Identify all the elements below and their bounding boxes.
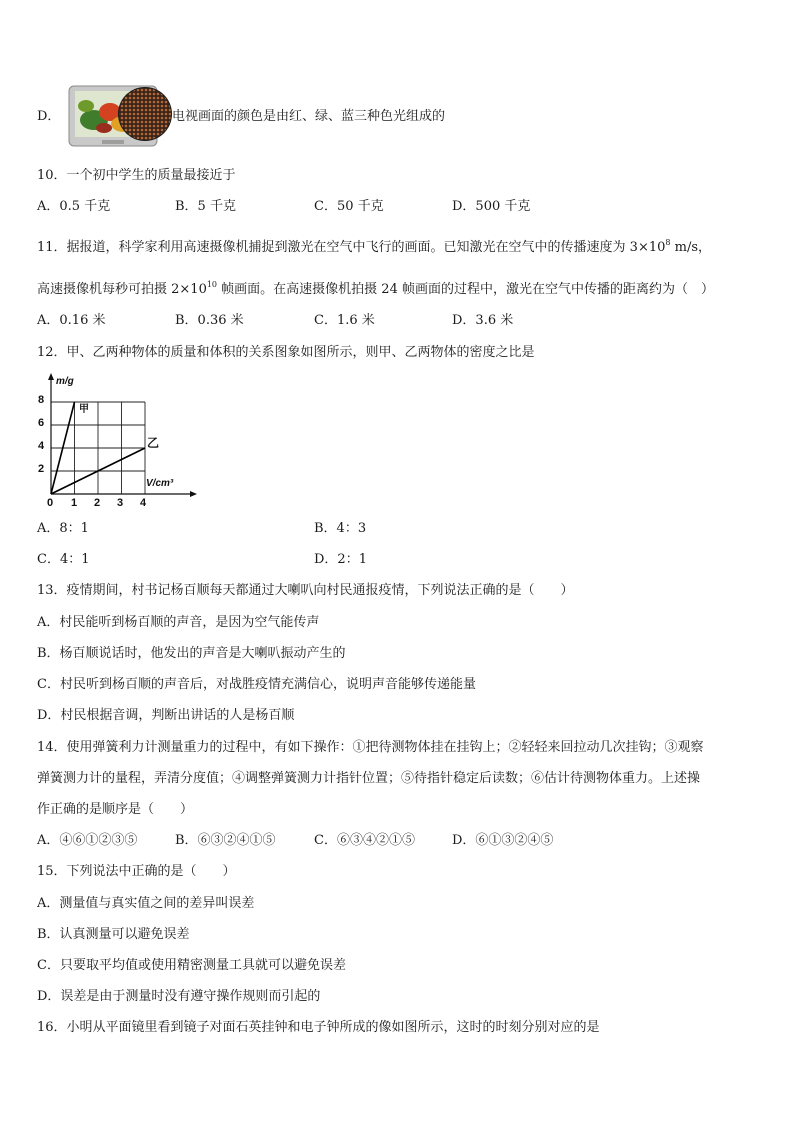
tv-screen-image	[68, 84, 172, 148]
q14-stem-line2: 弹簧测力计的量程，弄清分度值；④调整弹簧测力计指针位置；⑤待指针稳定后读数；⑥估计待测物体重力。上述操	[37, 771, 701, 786]
q15-option-d: D．误差是由于测量时没有遵守操作规则而引起的	[37, 989, 321, 1004]
q11-stem-line2-a: 高速摄像机每秒可拍摄 2×10	[37, 282, 207, 297]
y-axis-arrow	[48, 373, 54, 380]
x-tick-0: 0	[47, 497, 54, 508]
x-tick-4: 4	[140, 497, 147, 508]
series-label-jia: 甲	[79, 404, 89, 415]
q12-option-b: B．4：3	[314, 521, 367, 536]
q10-option-c: C．50 千克	[314, 199, 384, 214]
q14-option-d: D．⑥①③②④⑤	[452, 833, 554, 848]
q15-option-c: C．只要取平均值或使用精密测量工具就可以避免误差	[37, 958, 346, 973]
q15-option-a: A．测量值与真实值之间的差异叫误差	[37, 896, 255, 911]
q14-stem-line1: 14．使用弹簧利力计测量重力的过程中，有如下操作：①把待测物体挂在挂钩上；②轻轻来回拉动几次挂钩；③观察	[37, 740, 704, 755]
x-tick-2: 2	[94, 497, 101, 508]
q11-option-b: B．0.36 米	[175, 313, 244, 328]
q11-stem-line1	[37, 234, 711, 257]
q13-option-a: A．村民能听到杨百顺的声音，是因为空气能传声	[37, 615, 320, 630]
q15-stem: 15．下列说法中正确的是（ ）	[37, 864, 236, 879]
q12-option-c: C．4：1	[37, 552, 90, 567]
q16-stem: 16．小明从平面镜里看到镜子对面石英挂钟和电子钟所成的像如图所示，这时的时刻分别对应的是	[37, 1020, 600, 1035]
q14-option-b: B．⑥③②④①⑤	[175, 833, 276, 848]
q13-option-c: C．村民听到杨百顺的声音后，对战胜疫情充满信心，说明声音能够传递能量	[37, 677, 476, 692]
q15-option-b: B．认真测量可以避免误差	[37, 927, 190, 942]
y-tick-2: 2	[38, 463, 45, 475]
q11-stem-line1-a: 11．据报道，科学家利用高速摄像机捕捉到激光在空气中飞行的画面。已知激光在空气中的传播速度为 3×10	[37, 240, 666, 255]
q10-option-a: A．0.5 千克	[37, 199, 111, 214]
q11-exponent-2: 10	[206, 280, 218, 289]
q10-option-d: D．500 千克	[452, 199, 531, 214]
x-tick-1: 1	[71, 497, 78, 508]
q11-option-a: A．0.16 米	[37, 313, 106, 328]
x-axis-arrow	[190, 491, 197, 497]
x-axis-label: V/cm³	[146, 478, 174, 489]
y-tick-6: 6	[38, 417, 45, 429]
y-tick-8: 8	[38, 394, 45, 406]
q12-option-d: D．2：1	[314, 552, 367, 567]
y-tick-4: 4	[38, 440, 45, 452]
q13-option-b: B．杨百顺说话时，他发出的声音是大喇叭振动产生的	[37, 646, 346, 661]
q14-option-a: A．④⑥①②③⑤	[37, 833, 138, 848]
q11-stem-line2-b: 帧画面。在高速摄像机拍摄 24 帧画面的过程中，激光在空气中传播的距离约为（ ）	[217, 282, 714, 297]
q11-option-c: C．1.6 米	[314, 313, 375, 328]
q11-option-d: D．3.6 米	[452, 313, 514, 328]
y-axis-label: m/g	[56, 376, 74, 387]
q13-stem: 13．疫情期间，村书记杨百顺每天都通过大喇叭向村民通报疫情，下列说法正确的是（ ）	[37, 583, 574, 598]
q11-stem-line2	[37, 276, 714, 299]
mass-volume-graph	[34, 372, 214, 512]
series-label-yi: 乙	[147, 436, 160, 450]
q14-option-c: C．⑥③④②①⑤	[314, 833, 415, 848]
q12-option-a: A．8：1	[37, 521, 89, 536]
q12-stem: 12．甲、乙两种物体的质量和体积的关系图象如图所示，则甲、乙两物体的密度之比是	[37, 345, 535, 360]
q9-option-d-label: D．	[37, 109, 61, 124]
q10-option-b: B．5 千克	[175, 199, 236, 214]
q9-option-d-text: 电视画面的颜色是由红、绿、蓝三种色光组成的	[172, 109, 446, 124]
q10-stem: 10．一个初中学生的质量最接近于	[37, 168, 236, 183]
q11-stem-line1-b: m/s，	[670, 240, 711, 255]
q13-option-d: D．村民根据音调，判断出讲话的人是杨百顺	[37, 708, 295, 723]
q14-stem-line3: 作正确的是顺序是（ ）	[37, 802, 194, 817]
q11-exponent-1: 8	[665, 238, 671, 247]
x-tick-3: 3	[117, 497, 124, 508]
